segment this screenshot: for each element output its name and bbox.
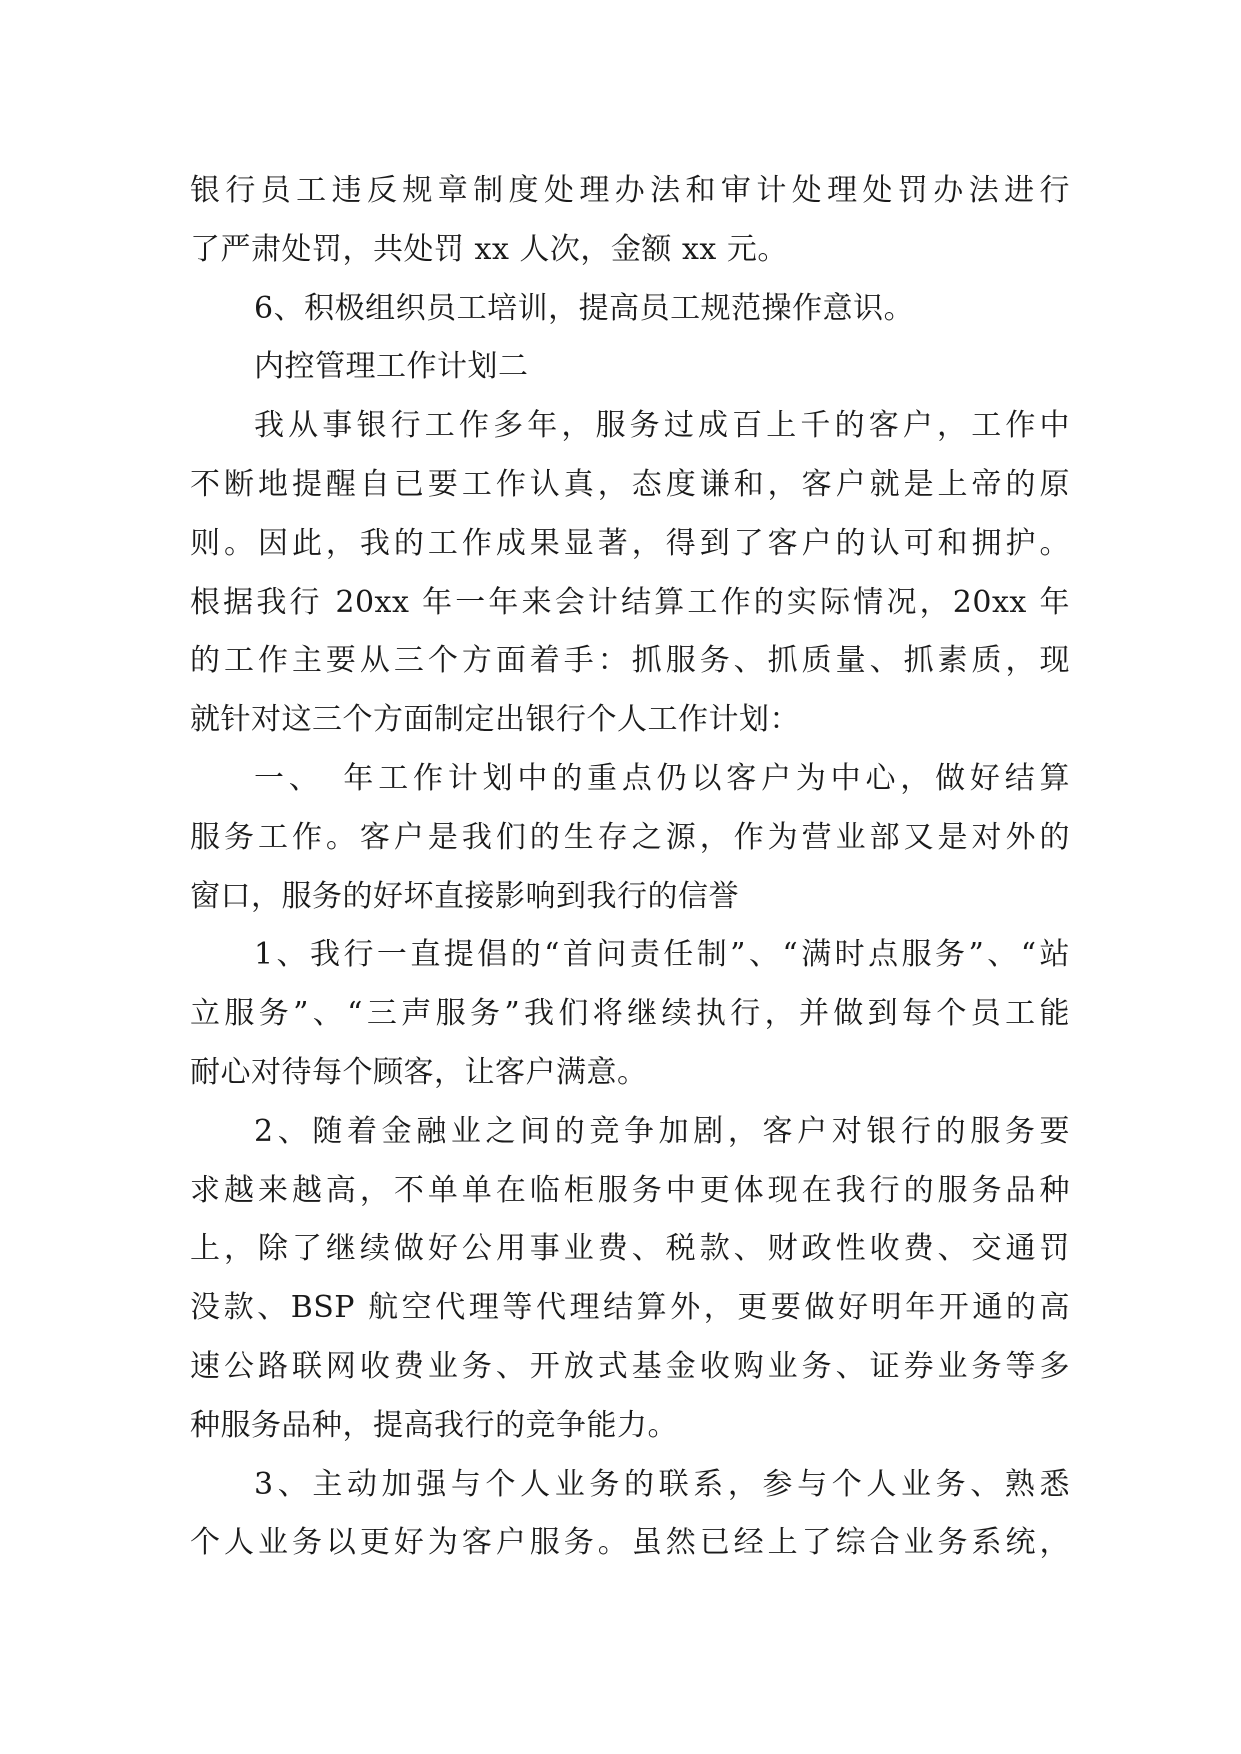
text-line: 就针对这三个方面制定出银行个人工作计划： [190, 702, 800, 738]
text-line: 我从事银行工作多年，服务过成百上千的客户，工作中 [254, 408, 1070, 444]
text-line: 窗口，服务的好坏直接影响到我行的信誉 [190, 878, 739, 914]
list-item-1: 1、我行一直提倡的“首问责任制”、“满时点服务”、“站 [254, 937, 1070, 973]
list-item-2: 2、随着金融业之间的竞争加剧，客户对银行的服务要 [254, 1113, 1070, 1149]
text-line: 种服务品种，提高我行的竞争能力。 [190, 1407, 678, 1443]
text-line: 上，除了继续做好公用事业费、税款、财政性收费、交通罚 [190, 1231, 1070, 1267]
text-line: 则。因此，我的工作成果显著，得到了客户的认可和拥护。 [190, 525, 1070, 561]
text-line: 不断地提醒自已要工作认真，态度谦和，客户就是上帝的原 [190, 466, 1070, 502]
list-item-6: 6、积极组织员工培训，提高员工规范操作意识。 [254, 290, 915, 326]
text-line: 求越来越高，不单单在临柜服务中更体现在我行的服务品种 [190, 1172, 1070, 1208]
numbered-heading-1: 一、 年工作计划中的重点仍以客户为中心，做好结算 [254, 760, 1070, 796]
text-line: 速公路联网收费业务、开放式基金收购业务、证券业务等多 [190, 1348, 1070, 1384]
text-line: 立服务”、“三声服务”我们将继续执行，并做到每个员工能 [190, 996, 1070, 1032]
text-line: 服务工作。客户是我们的生存之源，作为营业部又是对外的 [190, 819, 1070, 855]
text-line: 根据我行 20xx 年一年来会计结算工作的实际情况，20xx 年 [190, 584, 1070, 620]
text-line: 没款、BSP 航空代理等代理结算外，更要做好明年开通的高 [190, 1290, 1070, 1326]
text-line: 了严肃处罚，共处罚 xx 人次，金额 xx 元。 [190, 231, 788, 267]
text-line: 个人业务以更好为客户服务。虽然已经上了综合业务系统， [190, 1525, 1070, 1561]
text-line: 耐心对待每个顾客，让客户满意。 [190, 1054, 648, 1090]
text-line: 的工作主要从三个方面着手：抓服务、抓质量、抓素质，现 [190, 643, 1070, 679]
section-heading: 内控管理工作计划二 [254, 349, 529, 385]
document-body [190, 162, 1070, 1573]
text-line: 银行员工违反规章制度处理办法和审计处理处罚办法进行 [190, 173, 1070, 208]
list-item-3: 3、主动加强与个人业务的联系，参与个人业务、熟悉 [254, 1466, 1070, 1502]
